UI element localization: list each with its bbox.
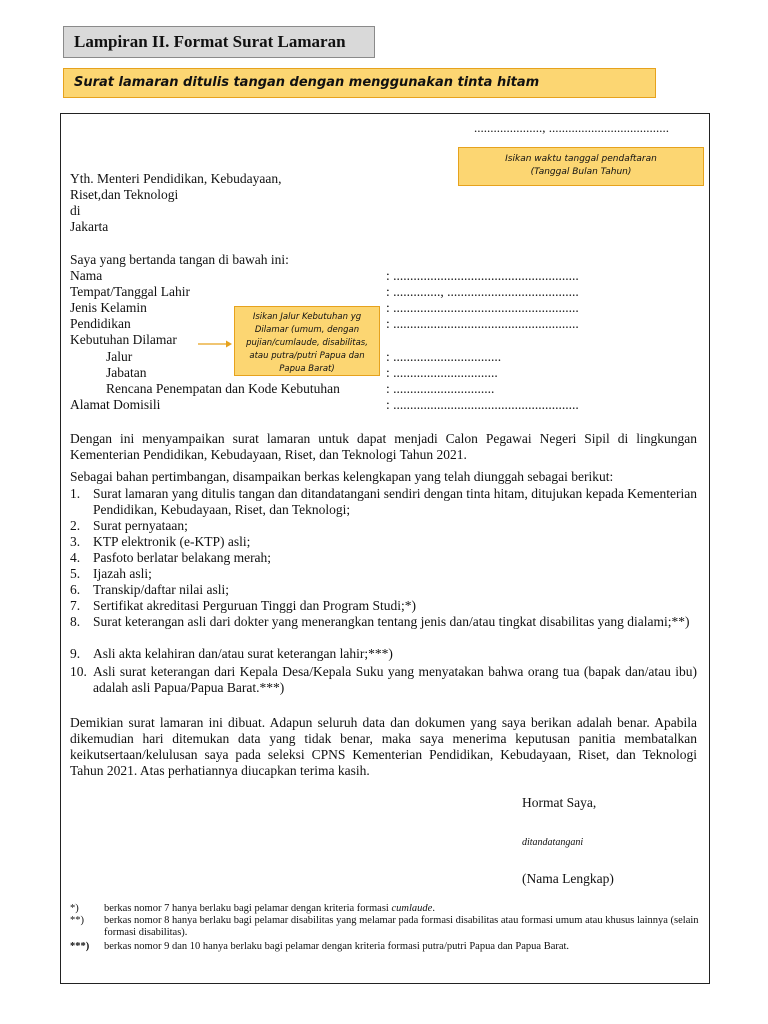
field-label: Alamat Domisili <box>70 397 161 412</box>
list-item: Surat lamaran yang ditulis tangan dan ditandatangani sendiri dengan tinta hitam, ditujukan kepada Kementerian Pendidikan, Kebudayaan, Riset, dan Teknologi; <box>93 486 697 517</box>
list-number: 8. <box>70 614 81 629</box>
tip-line: atau putra/putri Papua dan <box>249 351 365 361</box>
page-title: Lampiran II. Format Surat Lamaran <box>63 26 375 58</box>
field-value: : ............................... <box>386 365 498 380</box>
field-value: : .............................. <box>386 381 495 396</box>
footnote-mark: *) <box>70 903 79 914</box>
list-item: Sertifikat akreditasi Perguruan Tinggi dan Program Studi;*) <box>93 598 416 613</box>
list-item: Asli surat keterangan dari Kepala Desa/Kepala Suku yang menyatakan bahwa orang tua (bapak dan/atau ibu) adalah asli Papua/Papua Barat.***) <box>93 664 697 695</box>
field-label: Kebutuhan Dilamar <box>70 332 177 347</box>
list-item: Surat keterangan asli dari dokter yang menerangkan tentang jenis dan/atau tingkat disabilitas yang dialami;**) <box>93 614 690 629</box>
date-line: ....................., ..................................... <box>474 120 669 135</box>
addressee-line: di <box>70 203 81 218</box>
regards: Hormat Saya, <box>522 795 597 810</box>
footnote-tail: . <box>432 903 435 914</box>
list-number: 3. <box>70 534 81 549</box>
date-tip <box>458 147 704 186</box>
jalur-tip <box>234 306 380 376</box>
addressee-line: Riset,dan Teknologi <box>70 187 179 202</box>
list-number: 1. <box>70 486 81 501</box>
field-label: Nama <box>70 268 103 283</box>
list-number: 9. <box>70 646 81 661</box>
field-label: Jabatan <box>106 365 147 380</box>
field-value: : ....................................................... <box>386 316 579 331</box>
field-value: : .............., ....................................... <box>386 284 579 299</box>
date-tip-line: Isikan waktu tanggal pendaftaran <box>505 154 657 164</box>
addressee-city: Jakarta <box>70 219 109 234</box>
list-number: 4. <box>70 550 81 565</box>
attachments-intro: Sebagai bahan pertimbangan, disampaikan berkas kelengkapan yang telah diunggah sebagai berikut: <box>70 469 614 484</box>
field-label: Rencana Penempatan dan Kode Kebutuhan <box>106 381 340 396</box>
field-label: Pendidikan <box>70 316 131 331</box>
list-item: Transkip/daftar nilai asli; <box>93 582 229 597</box>
intro-line: Saya yang bertanda tangan di bawah ini: <box>70 252 289 267</box>
footnote-text <box>104 903 700 915</box>
footnote-text: berkas nomor 9 dan 10 hanya berlaku bagi pelamar dengan kriteria formasi putra/putri Papua dan Papua Barat. <box>104 941 570 952</box>
field-label: Tempat/Tanggal Lahir <box>70 284 190 299</box>
footnote-mark: ***) <box>70 941 90 952</box>
arrow-right-icon <box>198 339 232 349</box>
tip-line: Isikan Jalur Kebutuhan yg <box>252 312 362 322</box>
list-item: Ijazah asli; <box>93 566 152 581</box>
list-item: Asli akta kelahiran dan/atau surat keterangan lahir;***) <box>93 646 393 661</box>
footnote-text: berkas nomor 8 hanya berlaku bagi pelamar disabilitas yang melamar pada formasi disabilitas atau formasi umum atau khusus lainnya (selain formasi disabilitas). <box>104 915 699 938</box>
field-value: : ....................................................... <box>386 397 579 412</box>
footnote-italic: cumlaude <box>391 903 433 914</box>
field-value: : ................................ <box>386 349 502 364</box>
list-item: Pasfoto berlatar belakang merah; <box>93 550 272 565</box>
addressee-line: Yth. Menteri Pendidikan, Kebudayaan, <box>70 171 282 186</box>
list-number: 6. <box>70 582 81 597</box>
list-number: 5. <box>70 566 81 581</box>
list-number: 10. <box>70 664 87 679</box>
tip-line: Dilamar (umum, dengan <box>254 325 360 335</box>
full-name: (Nama Lengkap) <box>522 871 614 886</box>
signature-placeholder: ditandatangani <box>522 837 584 848</box>
footnote-mark: **) <box>70 915 84 926</box>
field-label: Jenis Kelamin <box>70 300 147 315</box>
field-label: Jalur <box>106 349 133 364</box>
date-tip-format: (Tanggal Bulan Tahun) <box>530 167 632 177</box>
handwriting-note: Surat lamaran ditulis tangan dengan menggunakan tinta hitam <box>63 68 656 98</box>
application-paragraph: Dengan ini menyampaikan surat lamaran untuk dapat menjadi Calon Pegawai Negeri Sipil di lingkungan Kementerian Pendidikan, Kebudayaan, Riset, dan Teknologi Tahun 2021. <box>70 431 697 462</box>
closing-paragraph: Demikian surat lamaran ini dibuat. Adapun seluruh data dan dokumen yang saya berikan adalah benar. Apabila dikemudian hari ditemukan data yang tidak benar, maka saya menerima keputusan panitia membatalkan keikutsertaan/kelulusan saya pada seleksi CPNS Kementerian Pendidikan, Kebudayaan, Riset, dan Teknologi Tahun 2021. Atas perhatiannya diucapkan terima kasih. <box>70 715 697 778</box>
list-item: KTP elektronik (e-KTP) asli; <box>93 534 251 549</box>
footnote-body: berkas nomor 7 hanya berlaku bagi pelamar dengan kriteria formasi <box>104 903 392 914</box>
list-item: Surat pernyataan; <box>93 518 188 533</box>
list-number: 2. <box>70 518 81 533</box>
tip-line: Papua Barat) <box>279 364 335 374</box>
list-number: 7. <box>70 598 81 613</box>
field-value: : ....................................................... <box>386 268 579 283</box>
field-value: : ....................................................... <box>386 300 579 315</box>
tip-line: pujian/cumlaude, disabilitas, <box>246 338 368 348</box>
